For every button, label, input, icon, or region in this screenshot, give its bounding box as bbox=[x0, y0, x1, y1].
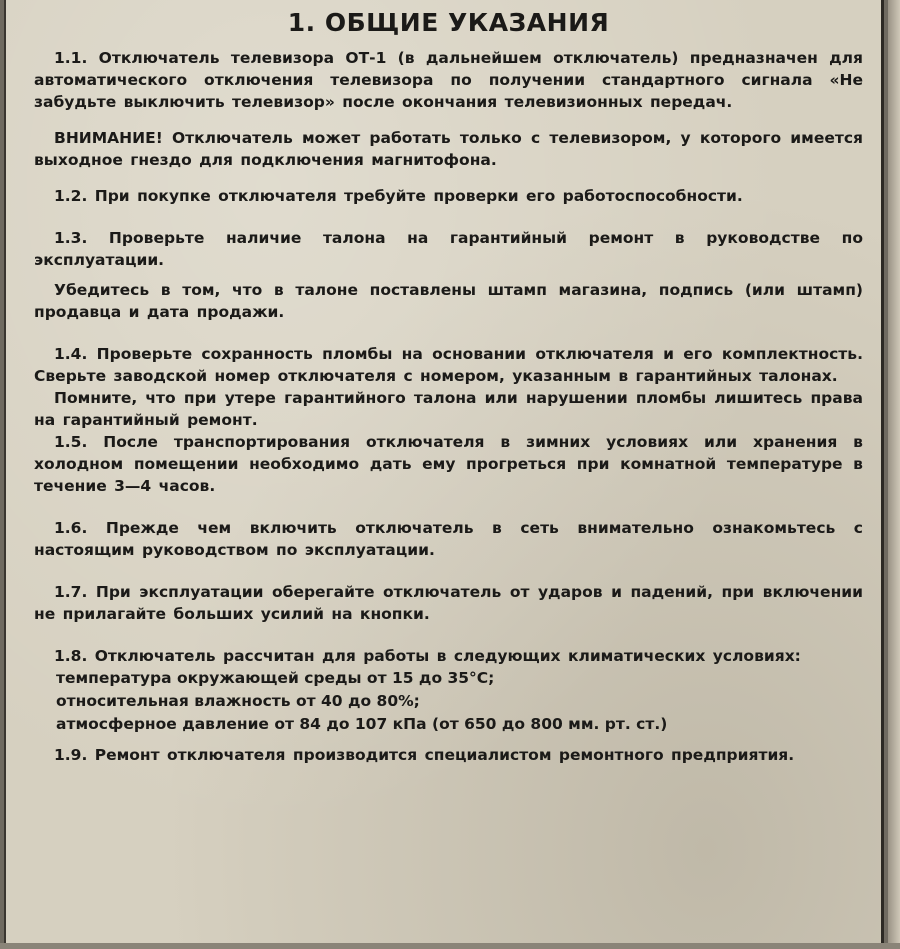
paragraph-1-7: 1.7. При эксплуатации оберегайте отключатель от ударов и падений, при включении не прилагайте больших усилий на кнопки. bbox=[34, 583, 863, 623]
paragraph-1-3-note: Убедитесь в том, что в талоне поставлены штамп магазина, подпись (или штамп) продавца и дата продажи. bbox=[34, 281, 863, 321]
paragraph-1-4: 1.4. Проверьте сохранность пломбы на основании отключателя и его комплектность. Сверьте заводской номер отключателя с номером, указанным в гарантийных талонах. bbox=[34, 345, 863, 385]
paragraph-1-2: 1.2. При покупке отключателя требуйте проверки его работоспособности. bbox=[54, 187, 743, 205]
section-title: 1. ОБЩИЕ УКАЗАНИЯ bbox=[287, 8, 610, 37]
paragraph-1-3: 1.3. Проверьте наличие талона на гарантийный ремонт в руководстве по эксплуатации. bbox=[34, 229, 863, 269]
paragraph-1-9: 1.9. Ремонт отключателя производится специалистом ремонтного предприятия. bbox=[54, 746, 795, 764]
warning-paragraph bbox=[34, 127, 863, 171]
condition-humidity: относительная влажность от 40 до 80%; bbox=[56, 692, 420, 710]
paragraph-1-5: 1.5. После транспортирования отключателя в зимних условиях или хранения в холодном помещении необходимо дать ему прогреться при комнатной температуре в течение 3—4 часов. bbox=[34, 433, 863, 495]
page-bottom-edge bbox=[0, 943, 900, 949]
paragraph-1-4-note: Помните, что при утере гарантийного талона или нарушении пломбы лишитесь права на гарантийный ремонт. bbox=[34, 389, 863, 429]
page-edge-shadow bbox=[888, 0, 900, 949]
paragraph-1-1: 1.1. Отключатель телевизора ОТ-1 (в дальнейшем отключатель) предназначен для автоматического отключения телевизора по получении стандартного сигнала «Не забудьте выключить телевизор» после окончания телевизионных передач. bbox=[34, 49, 863, 111]
paragraph-1-6: 1.6. Прежде чем включить отключатель в сеть внимательно ознакомьтесь с настоящим руководством по эксплуатации. bbox=[34, 519, 863, 559]
warning-label: ВНИМАНИЕ! bbox=[54, 129, 163, 147]
condition-temperature: температура окружающей среды от 15 до 35°С; bbox=[56, 669, 495, 687]
condition-pressure: атмосферное давление от 84 до 107 кПа (от 650 до 800 мм. рт. ст.) bbox=[56, 715, 668, 733]
warning-text: Отключатель может работать только с телевизором, у которого имеется выходное гнездо для подключения магнитофона. bbox=[34, 129, 863, 169]
document-page bbox=[4, 0, 884, 944]
conditions-list bbox=[34, 667, 863, 736]
paragraph-1-8: 1.8. Отключатель рассчитан для работы в следующих климатических условиях: bbox=[54, 647, 801, 665]
